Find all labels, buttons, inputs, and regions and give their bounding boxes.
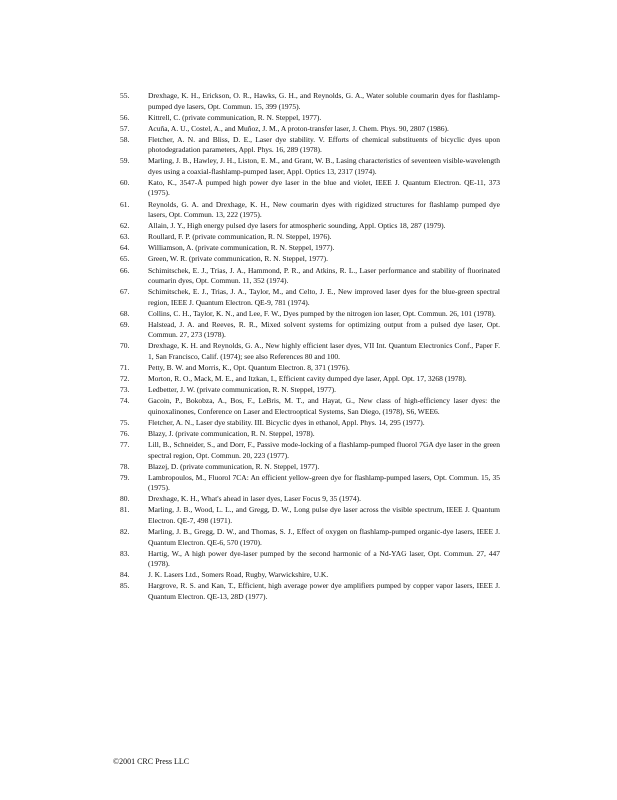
reference-number: 59. xyxy=(120,156,130,166)
reference-item xyxy=(120,418,500,429)
reference-number: 82. xyxy=(120,527,130,537)
reference-number: 66. xyxy=(120,265,130,275)
reference-item xyxy=(120,200,500,221)
reference-text: Blazej, D. (private communication, R. N. Steppel, 1977). xyxy=(148,461,320,471)
reference-list xyxy=(120,91,500,603)
reference-text: Acuña, A. U., Costel, A., and Muñoz, J. M., A proton-transfer laser, J. Chem. Phys. 90, 2807 (1986). xyxy=(148,123,449,133)
reference-text: Hargrove, R. S. and Kan, T., Efficient, high average power dye amplifiers pumped by copper vapor lasers, IEEE J. Quantum Electron. QE-13, 28D (1977). xyxy=(148,581,500,601)
reference-item xyxy=(120,527,500,548)
reference-item xyxy=(120,374,500,385)
reference-text: Drexhage, K. H. and Reynolds, G. A., New highly efficient laser dyes, VII Int. Quantum Electronics Conf., Paper F. 1, San Francisco, Calif. (1974); see also References 80 and 100. xyxy=(148,341,500,361)
reference-text: Lill, B., Schneider, S., and Dorr, F., Passive mode-locking of a flashlamp-pumped fluorol 7GA dye laser in the green spectral region, Opt. Commun. 20, 223 (1977). xyxy=(148,440,500,460)
reference-item xyxy=(120,341,500,362)
reference-text: Ledbetter, J. W. (private communication, R. N. Steppel, 1977). xyxy=(148,385,336,395)
reference-number: 56. xyxy=(120,112,130,122)
reference-item xyxy=(120,581,500,602)
reference-number: 79. xyxy=(120,472,130,482)
reference-text: Drexhage, K. H., Erickson, O. R., Hawks, G. H., and Reynolds, G. A., Water soluble coumarin dyes for flashlamp-pumped dye lasers, Opt. Commun. 15, 399 (1975). xyxy=(148,91,500,111)
reference-text: Marling, J. B., Hawley, J. H., Liston, E. M., and Grant, W. B., Lasing characteristics of seventeen visible-wavelength dyes using a coaxial-flashlamp-pumped laser, Appl. Optics 13, 2317 (1974). xyxy=(148,156,500,176)
reference-item xyxy=(120,363,500,374)
reference-text: Blazy, J. (private communication, R. N. Steppel, 1978). xyxy=(148,428,315,438)
reference-item xyxy=(120,266,500,287)
reference-text: Allain, J. Y., High energy pulsed dye lasers for atmospheric sounding, Appl. Optics 18, 287 (1979). xyxy=(148,221,446,231)
reference-item xyxy=(120,124,500,135)
reference-item xyxy=(120,320,500,341)
reference-item xyxy=(120,232,500,243)
reference-text: Kittrell, C. (private communication, R. N. Steppel, 1977). xyxy=(148,112,322,122)
reference-item xyxy=(120,396,500,417)
reference-number: 72. xyxy=(120,374,130,384)
reference-text: Gacoin, P., Bokobza, A., Bos, F., LeBris, M. T., and Hayat, G., New class of high-efficiency laser dyes: the quinoxalinones, Conference on Laser and Electrooptical Systems, San Diego, (1978), S6, WEE6. xyxy=(148,396,500,416)
reference-number: 74. xyxy=(120,396,130,406)
reference-item xyxy=(120,243,500,254)
reference-item xyxy=(120,287,500,308)
reference-item xyxy=(120,549,500,570)
reference-item xyxy=(120,91,500,112)
reference-item xyxy=(120,113,500,124)
reference-number: 81. xyxy=(120,505,130,515)
reference-text: Marling, J. B., Wood, L. L., and Gregg, D. W., Long pulse dye laser across the visible spectrum, IEEE J. Quantum Electron. QE-7, 498 (1971). xyxy=(148,505,500,525)
reference-item xyxy=(120,135,500,156)
reference-text: Petty, B. W. and Morris, K., Opt. Quantum Electron. 8, 371 (1976). xyxy=(148,363,350,372)
reference-number: 67. xyxy=(120,287,130,297)
reference-text: Fletcher, A. N., Laser dye stability. III. Bicyclic dyes in ethanol, Appl. Phys. 14, 295 (1977). xyxy=(148,417,425,427)
reference-item xyxy=(120,221,500,232)
reference-item xyxy=(120,178,500,199)
reference-item xyxy=(120,505,500,526)
reference-item xyxy=(120,440,500,461)
reference-item xyxy=(120,309,500,320)
reference-text: Fletcher, A. N. and Bliss, D. E., Laser dye stability. V. Efforts of chemical substituents of bicyclic dyes upon photodegradation parameters, Appl. Phys. 16, 289 (1978). xyxy=(148,134,500,155)
reference-text: Lambropoulos, M., Fluorol 7CA: An efficient yellow-green dye for flashlamp-pumped lasers, Opt. Commun. 15, 35 (1975). xyxy=(148,472,500,493)
reference-text: Green, W. R. (private communication, R. N. Steppel, 1977). xyxy=(148,254,328,264)
reference-item xyxy=(120,570,500,581)
reference-number: 83. xyxy=(120,548,130,558)
reference-number: 55. xyxy=(120,91,130,100)
reference-number: 68. xyxy=(120,308,130,318)
reference-number: 61. xyxy=(120,199,130,209)
reference-text: Marling, J. B., Gregg, D. W., and Thomas, S. J., Effect of oxygen on flashlamp-pumped organic-dye lasers, IEEE J. Quantum Electron. QE-6, 570 (1970). xyxy=(148,527,500,547)
reference-item xyxy=(120,254,500,265)
reference-number: 65. xyxy=(120,254,130,264)
reference-number: 80. xyxy=(120,494,130,504)
reference-number: 58. xyxy=(120,134,130,144)
reference-text: Hartig, W., A high power dye-laser pumped by the second harmonic of a Nd-YAG laser, Opt. Commun. 27, 447 (1978). xyxy=(148,548,500,569)
reference-number: 84. xyxy=(120,570,130,580)
reference-number: 78. xyxy=(120,461,130,471)
reference-text: Halstead, J. A. and Reeves, R. R., Mixed solvent systems for optimizing output from a pulsed dye laser, Opt. Commun. 27, 273 (1978). xyxy=(148,319,500,340)
reference-text: Reynolds, G. A. and Drexhage, K. H., New coumarin dyes with rigidized structures for flashlamp pumped dye lasers, Opt. Commun. 13, 222 (1975). xyxy=(148,199,500,220)
reference-number: 73. xyxy=(120,385,130,395)
reference-text: Williamson, A. (private communication, R. N. Steppel, 1977). xyxy=(148,243,335,253)
reference-number: 71. xyxy=(120,363,130,372)
reference-text: Roullard, F. P. (private communication, R. N. Steppel, 1976). xyxy=(148,232,332,242)
reference-text: Morton, R. O., Mack, M. E., and Itzkan, I., Efficient cavity dumped dye laser, Appl. Opt. 17, 3268 (1978). xyxy=(148,374,467,384)
reference-item xyxy=(120,429,500,440)
reference-number: 75. xyxy=(120,417,130,427)
reference-item xyxy=(120,473,500,494)
reference-number: 60. xyxy=(120,177,130,187)
reference-text: Kato, K., 3547-Å pumped high power dye laser in the blue and violet, IEEE J. Quantum Electron. QE-11, 373 (1975). xyxy=(148,177,500,198)
reference-item xyxy=(120,156,500,177)
reference-number: 77. xyxy=(120,440,130,450)
reference-number: 69. xyxy=(120,319,130,329)
reference-number: 62. xyxy=(120,221,130,231)
reference-text: Schimitschek, E. J., Trias, J. A., Hammond, P. R., and Atkins, R. L., Laser performance and stability of fluorinated coumarin dyes, Opt. Commun. 11, 352 (1974). xyxy=(148,265,500,286)
reference-text: Drexhage, K. H., What's ahead in laser dyes, Laser Focus 9, 35 (1974). xyxy=(148,494,362,504)
reference-item xyxy=(120,462,500,473)
reference-text: Collins, C. H., Taylor, K. N., and Lee, F. W., Dyes pumped by the nitrogen ion laser, Opt. Commun. 26, 101 (1978). xyxy=(148,308,496,318)
reference-number: 70. xyxy=(120,341,130,351)
reference-number: 76. xyxy=(120,428,130,438)
reference-number: 57. xyxy=(120,123,130,133)
reference-text: Schimitschek, E. J., Trias, J. A., Taylor, M., and Celto, J. E., New improved laser dyes for the blue-green spectral region, IEEE J. Quantum Electron. QE-9, 781 (1974). xyxy=(148,287,500,307)
reference-text: J. K. Lasers Ltd., Somers Road, Rugby, Warwickshire, U.K. xyxy=(148,570,329,580)
reference-number: 85. xyxy=(120,581,130,591)
reference-item xyxy=(120,494,500,505)
copyright-footer: ©2001 CRC Press LLC xyxy=(113,757,190,766)
reference-number: 64. xyxy=(120,243,130,253)
reference-item xyxy=(120,385,500,396)
reference-number: 63. xyxy=(120,232,130,242)
